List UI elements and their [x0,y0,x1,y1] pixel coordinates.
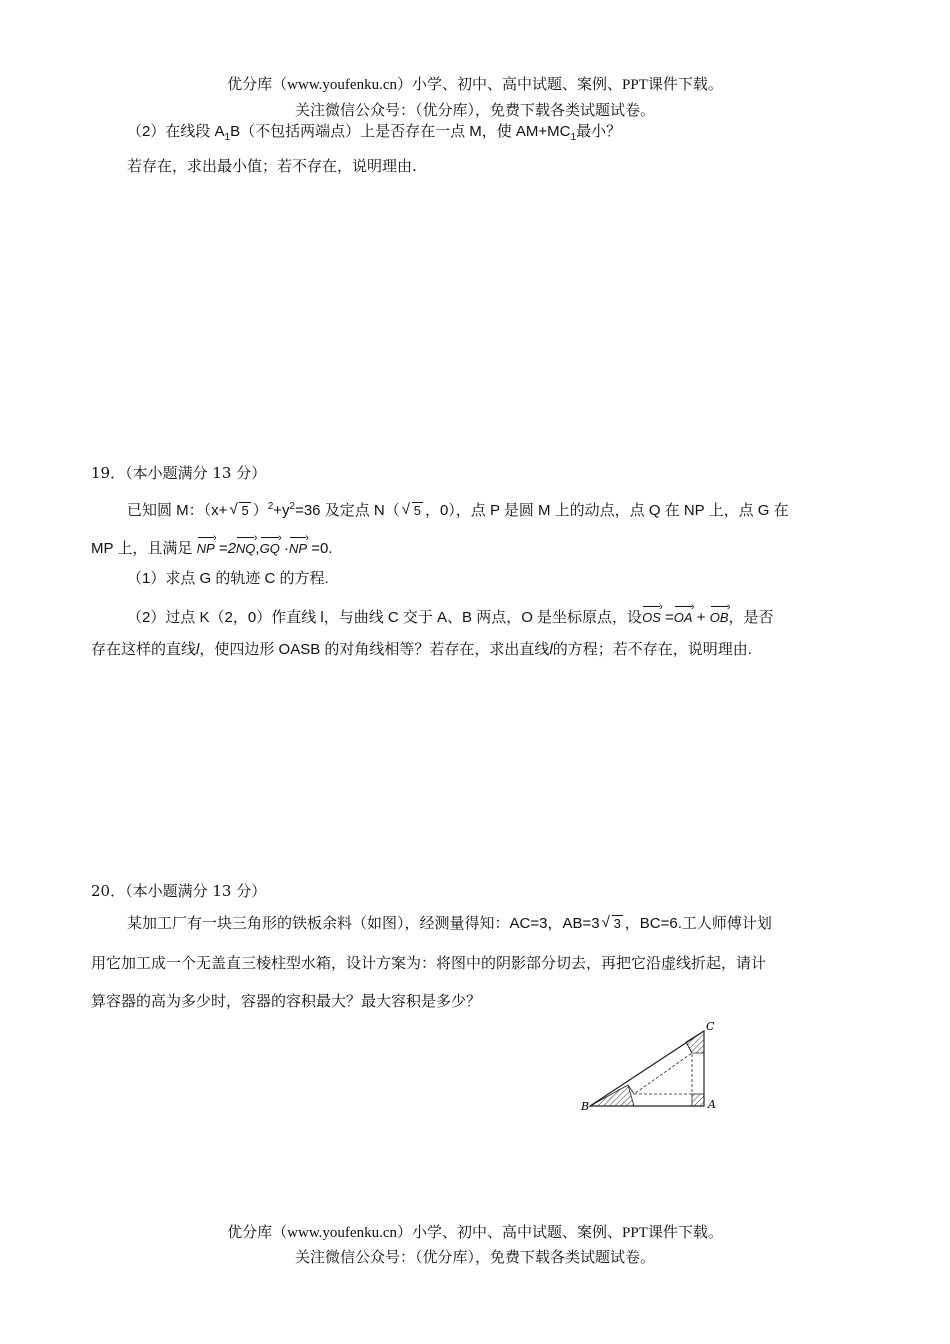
q19-title: 19．（本小题满分 13 分） [91,464,267,482]
q20-line3: 算容器的高为多少时，容器的容积最大？最大容积是多少？ [91,992,482,1010]
q20-l1-b: ，BC=6.工人师傅计划 [624,915,772,932]
q19-l3-b: ，使四边形 OASB 的对角线相等？若存在，求出直线 [199,641,550,658]
q18-part2-text-b: B（不包括两端点）上是否存在一点 M，使 AM+MC [230,123,571,140]
q18-subscript-2: 1 [570,132,577,143]
vector-oa: › OA [674,603,693,629]
sqrt3: √ 3 [602,913,623,935]
q18-line2: 若存在，求出最小值；若不存在，说明理由. [127,157,417,175]
q18-part2-text-c: 最小？ [576,123,622,140]
triangle-figure [578,1018,728,1118]
shade-a [692,1094,704,1106]
q19-l3-a: 存在这样的直线 [91,641,197,658]
shade-c [686,1031,704,1053]
vector-gq: › GQ [260,534,280,560]
label-a: A [708,1098,716,1111]
line-l-symbol-2: l [549,641,553,658]
label-c: C [706,1020,715,1033]
triangle-outline [590,1031,704,1106]
q19-l1-e: ，0），点 P 是圆 M 上的动点，点 Q 在 NP 上，点 G 在 [424,502,789,519]
fold-lines [634,1053,692,1094]
q19-l2-eq: =2 [214,540,236,557]
q19-l1-b: ） [252,502,268,519]
q20-line1 [127,913,950,935]
q19-sup-2: 2 [267,501,274,512]
shade-b [590,1085,634,1106]
vector-ob: › OB [710,603,729,629]
label-b: B [581,1100,590,1113]
vector-np-2: › NP [289,534,307,560]
header-line-1: 优分库（www.youfenku.cn）小学、初中、高中试题、案例、PPT课件下载。 [227,77,723,93]
q18-part2 [127,121,950,149]
q19-line1 [127,496,950,522]
q19-part2-b: ，是否 [728,609,774,626]
footer-line-1: 优分库（www.youfenku.cn）小学、初中、高中试题、案例、PPT课件下载。 [227,1225,723,1241]
vector-nq: › NQ [236,534,256,560]
footer-line-2: 关注微信公众号：（优分库），免费下载各类试题试卷。 [294,1250,655,1266]
q18-part2-text-a: （2）在线段 A [127,123,225,140]
q19-l1-c: +y [273,502,290,519]
q19-l2-comma: , [255,540,260,557]
q19-line3 [91,639,950,661]
q20-title: 20．（本小题满分 13 分） [91,882,267,900]
line-l-symbol: l [196,641,200,658]
q20-l1-a: 某加工厂有一块三角形的铁板余料（如图），经测量得知：AC=3，AB=3 [127,915,600,932]
q19-l1-d: =36 及定点 N（ [295,502,400,519]
vector-np: › NP [197,534,215,560]
q19-l2-dot: · [279,540,289,557]
q19-l2-b: =0. [307,540,333,557]
q20-line2: 用它加工成一个无盖直三棱柱型水箱，设计方案为：将图中的阴影部分切去，再把它沿虚线折起，请计 [91,954,767,972]
q19-l3-c: 的方程；若不存在，说明理由. [552,641,752,658]
q19-l2-a: MP 上，且满足 [91,540,193,557]
q19-part2-a: （2）过点 K（2，0）作直线 l，与曲线 C 交于 A、B 两点，O 是坐标原点，设 [127,609,643,626]
sqrt5-b: √ 5 [402,500,423,522]
header-line-2: 关注微信公众号：（优分库），免费下载各类试题试卷。 [294,103,655,119]
vector-os: › OS [642,603,661,629]
q19-line2 [91,534,950,560]
q19-eq2: = [660,609,674,626]
q19-part2 [127,603,950,629]
q19-sup-3: 2 [289,501,296,512]
q19-l1-a: 已知圆 M：（x+ [127,502,228,519]
q19-plus: + [692,609,710,626]
q18-subscript-1: 1 [224,132,231,143]
q19-part1: （1）求点 G 的轨迹 C 的方程. [127,570,329,587]
sqrt5-a: √ 5 [229,500,250,522]
